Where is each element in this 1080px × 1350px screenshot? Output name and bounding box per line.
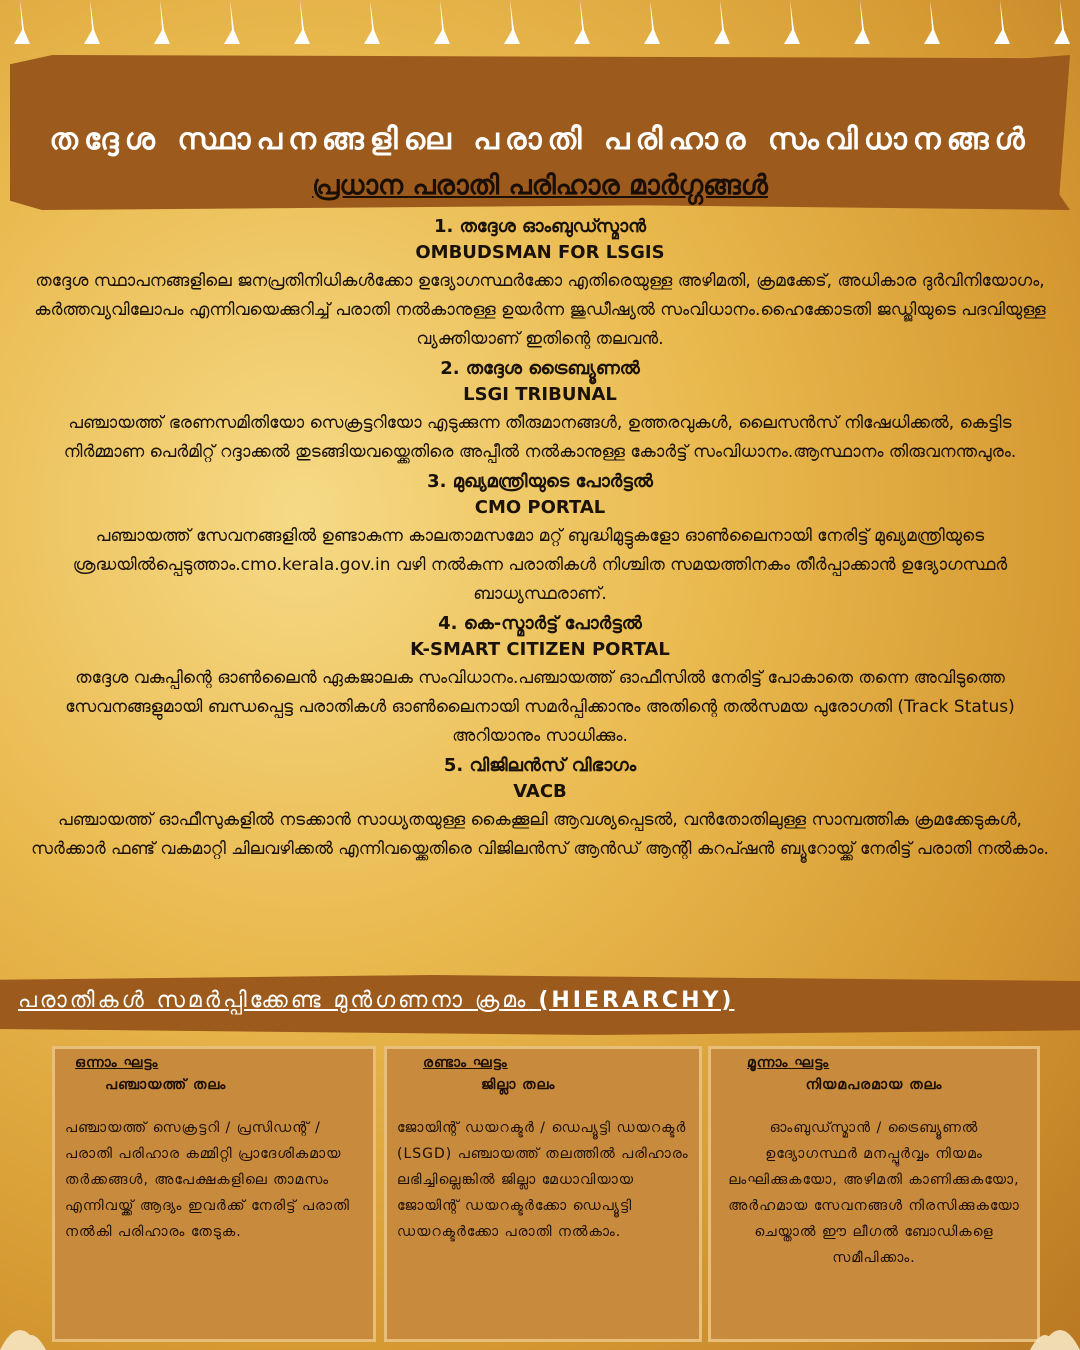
section-body: തദ്ദേശ വകുപ്പിന്റെ ഓൺലൈൻ ഏകജാലക സംവിധാനം.പഞ്ചായത്ത് ഓഫീസിൽ നേരിട്ട് പോകാതെ തന്നെ അവിടുത്തെ സേവനങ്ങളുമായി ബന്ധപ്പെട്ട പരാതികൾ ഓൺലൈനായി സമർപ്പിക്കാനും അതിന്റെ തൽസമയ പുരോഗതി (Track Status) അറിയാനും സാധിക്കും. [65,668,1015,746]
section-body: പഞ്ചായത്ത് ഭരണസമിതിയോ സെക്രട്ടറിയോ എടുക്കുന്ന തീരുമാനങ്ങൾ, ഉത്തരവുകൾ, ലൈസൻസ് നിഷേധിക്കൽ, കെട്ടിട നിർമ്മാണ പെർമിറ്റ് റദ്ദാക്കൽ തുടങ്ങിയവയ്ക്കെതിരെ അപ്പീൽ നൽകാനുള്ള കോർട്ട് സംവിധാനം.ആസ്ഥാനം തിരുവനന്തപുരം. [63,413,1017,462]
stage-description: പഞ്ചായത്ത് സെക്രട്ടറി / പ്രസിഡന്റ് /പരാതി പരിഹാര കമ്മിറ്റി പ്രാദേശികമായ തർക്കങ്ങൾ, അപേക്ഷകളിലെ താമസം എന്നിവയ്ക്ക് ആദ്യം ഇവർക്ക് നേരിട്ട് പരാതി നൽകി പരിഹാരം തേടുക. [65,1120,350,1240]
page-title: തദ്ദേശ സ്ഥാപനങ്ങളിലെ പരാതി പരിഹാര സംവിധാനങ്ങൾ [49,122,1031,157]
page-subtitle: പ്രധാന പരാതി പരിഹാര മാർഗ്ഗങ്ങൾ [312,170,768,201]
section-cmo-portal [20,469,1060,609]
stage-level: പഞ്ചായത്ത് തലം [105,1077,227,1093]
stage-description: ഓംബുഡ്സ്മാൻ / ട്രൈബ്യൂണൽ ഉദ്യോഗസ്ഥർ മനപ്പൂർവ്വം നിയമം ലംഘിക്കുകയോ, അഴിമതി കാണിക്കുകയോ, അർഹമായ സേവനങ്ങൾ നിരസിക്കുകയോ ചെയ്താൽ ഈ ലീഗൽ ബോഡികളെ സമീപിക്കാം. [728,1120,1020,1266]
body-text: പഞ്ചായത്ത് സേവനങ്ങളിൽ ഉണ്ടാകുന്ന കാലതാമസമോ മറ്റ് ബുദ്ധിമുട്ടുകളോ ഓൺലൈനായി നേരിട്ട് മുഖ്യമന്ത്രിയുടെ [95,526,985,546]
section-subheading: LSGI TRIBUNAL [463,384,617,405]
stage-description: ജോയിന്റ് ഡയറക്ടർ / ഡെപ്യൂട്ടി ഡയറക്ടർ (LSGD) പഞ്ചായത്ത് തലത്തിൽ പരിഹാരം ലഭിച്ചില്ലെങ്കിൽ ജില്ലാ മേധാവിയായ ജോയിന്റ് ഡയറക്ടർക്കോ ഡെപ്യൂട്ടി ഡയറക്ടർക്കോ പരാതി നൽകാം. [397,1120,689,1240]
section-subheading: OMBUDSMAN FOR LSGIS [415,242,665,263]
section-heading: 2. തദ്ദേശ ട്രൈബ്യൂണൽ [440,358,640,379]
section-ombudsman [20,214,1060,354]
section-heading: 3. മുഖ്യമന്ത്രിയുടെ പോർട്ടൽ [427,471,653,492]
section-ksmart [20,611,1060,751]
section-subheading: VACB [513,781,567,802]
stage-label: മൂന്നാം ഘട്ടം [747,1055,830,1071]
hierarchy-title [18,988,1018,1013]
section-body: പഞ്ചായത്ത് ഓഫീസുകളിൽ നടക്കാൻ സാധ്യതയുള്ള കൈക്കൂലി ആവശ്യപ്പെടൽ, വൻതോതിലുള്ള സാമ്പത്തിക ക്രമക്കേടുകൾ, സർക്കാർ ഫണ്ട് വകമാറ്റി ചിലവഴിക്കൽ എന്നിവയ്ക്കെതിരെ വിജിലൻസ് ആൻഡ് ആന്റി കറപ്ഷൻ ബ്യൂറോയ്ക്ക് നേരിട്ട് പരാതി നൽകാം. [31,810,1049,859]
section-subheading: K-SMART CITIZEN PORTAL [410,639,670,660]
complaint-channels [20,214,1060,866]
section-heading: 1. തദ്ദേശ ഓംബുഡ്സ്മാൻ [433,216,646,237]
hierarchy-title-en: (HIERARCHY) [538,988,735,1013]
stage-label: രണ്ടാം ഘട്ടം [423,1055,508,1071]
section-vigilance [20,753,1060,864]
body-text: വഴി നൽകുന്ന പരാതികൾ നിശ്ചിത സമയത്തിനകം തീർപ്പാക്കാൻ ഉദ്യോഗസ്ഥർ ബാധ്യസ്ഥരാണ്. [390,555,1008,604]
stage-level: ജില്ലാ തലം [481,1077,556,1093]
section-heading: 5. വിജിലൻസ് വിഭാഗം [443,755,637,776]
stage-level: നിയമപരമായ തലം [805,1077,943,1093]
cmo-portal-link[interactable]: ശ്രദ്ധയിൽപ്പെടുത്താം.cmo.kerala.gov.in [72,555,391,575]
section-heading: 4. കെ-സ്മാർട്ട് പോർട്ടൽ [438,613,642,634]
section-body [30,522,1050,609]
section-body: തദ്ദേശ സ്ഥാപനങ്ങളിലെ ജനപ്രതിനിധികൾക്കോ ഉദ്യോഗസ്ഥർക്കോ എതിരെയുള്ള അഴിമതി, ക്രമക്കേട്, അധികാര ദുർവിനിയോഗം, കർത്തവ്യവിലോപം എന്നിവയെക്കുറിച്ച് പരാതി നൽകാനുള്ള ഉയർന്ന ജുഡീഷ്യൽ സംവിധാനം.ഹൈക്കോടതി ജഡ്ജിയുടെ പദവിയുള്ള വ്യക്തിയാണ് ഇതിന്റെ തലവൻ. [34,271,1046,349]
hierarchy-title-ml: പരാതികൾ സമർപ്പിക്കേണ്ട മുൻഗണനാ ക്രമം [18,988,529,1013]
section-subheading: CMO PORTAL [474,497,606,518]
stage-label: ഒന്നാം ഘട്ടം [75,1055,159,1071]
decorative-lamp-garland-top [0,0,1080,50]
section-tribunal [20,356,1060,467]
decorative-leaf-border-bottom [0,1290,1080,1350]
